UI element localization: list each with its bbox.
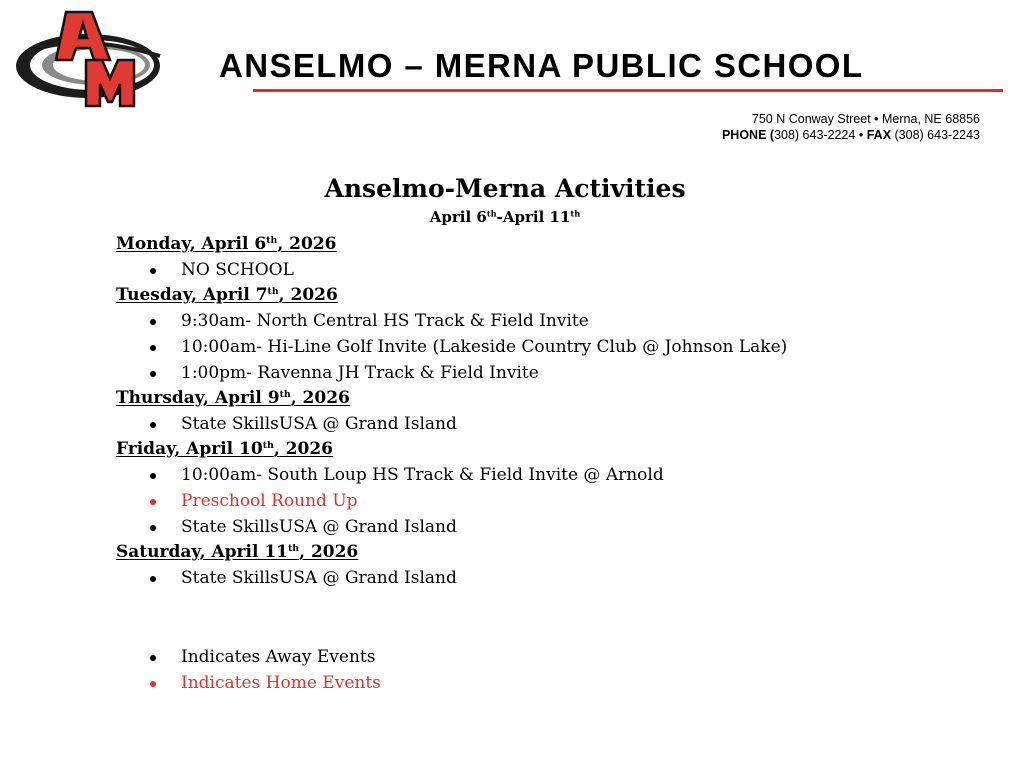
event-item: State SkillsUSA @ Grand Island [116,514,996,540]
fax-label: FAX [866,128,892,142]
event-list [116,411,996,437]
phone-fax-line [722,127,980,143]
phone-number: 308) 643-2224 • [774,128,864,142]
address: 750 N Conway Street • Merna, NE 68856 [751,112,980,126]
event-list [116,308,996,386]
legend-away: Indicates Away Events [116,644,996,670]
event-list [116,257,996,283]
event-item: 9:30am- North Central HS Track & Field Invite [116,308,996,334]
day-heading: Friday, April 10th, 2026 [116,439,333,459]
contact-info [722,111,980,143]
event-item: State SkillsUSA @ Grand Island [116,565,996,591]
day-heading: Thursday, April 9th, 2026 [116,388,350,408]
legend [116,644,996,696]
page-title: Anselmo-Merna Activities [324,174,686,203]
event-item-home: Preschool Round Up [116,488,996,514]
phone-label: PHONE ( [721,128,775,142]
school-name: ANSELMO – MERNA PUBLIC SCHOOL [219,47,864,84]
event-list [116,462,996,540]
event-item: 1:00pm- Ravenna JH Track & Field Invite [116,360,996,386]
legend-home: Indicates Home Events [116,670,996,696]
event-item: State SkillsUSA @ Grand Island [116,411,996,437]
event-item: 10:00am- South Loup HS Track & Field Invite @ Arnold [116,462,996,488]
day-heading: Saturday, April 11th, 2026 [116,542,359,562]
day-heading: Monday, April 6th, 2026 [116,234,337,254]
event-item: NO SCHOOL [116,257,996,283]
school-logo [10,8,172,110]
event-item: 10:00am- Hi-Line Golf Invite (Lakeside Country Club @ Johnson Lake) [116,334,996,360]
date-range: April 6th-April 11th [429,208,581,226]
day-heading: Tuesday, April 7th, 2026 [116,285,338,305]
fax-number: (308) 643-2243 [894,128,980,142]
header-rule [253,89,1003,92]
schedule [116,232,996,696]
event-list [116,565,996,591]
